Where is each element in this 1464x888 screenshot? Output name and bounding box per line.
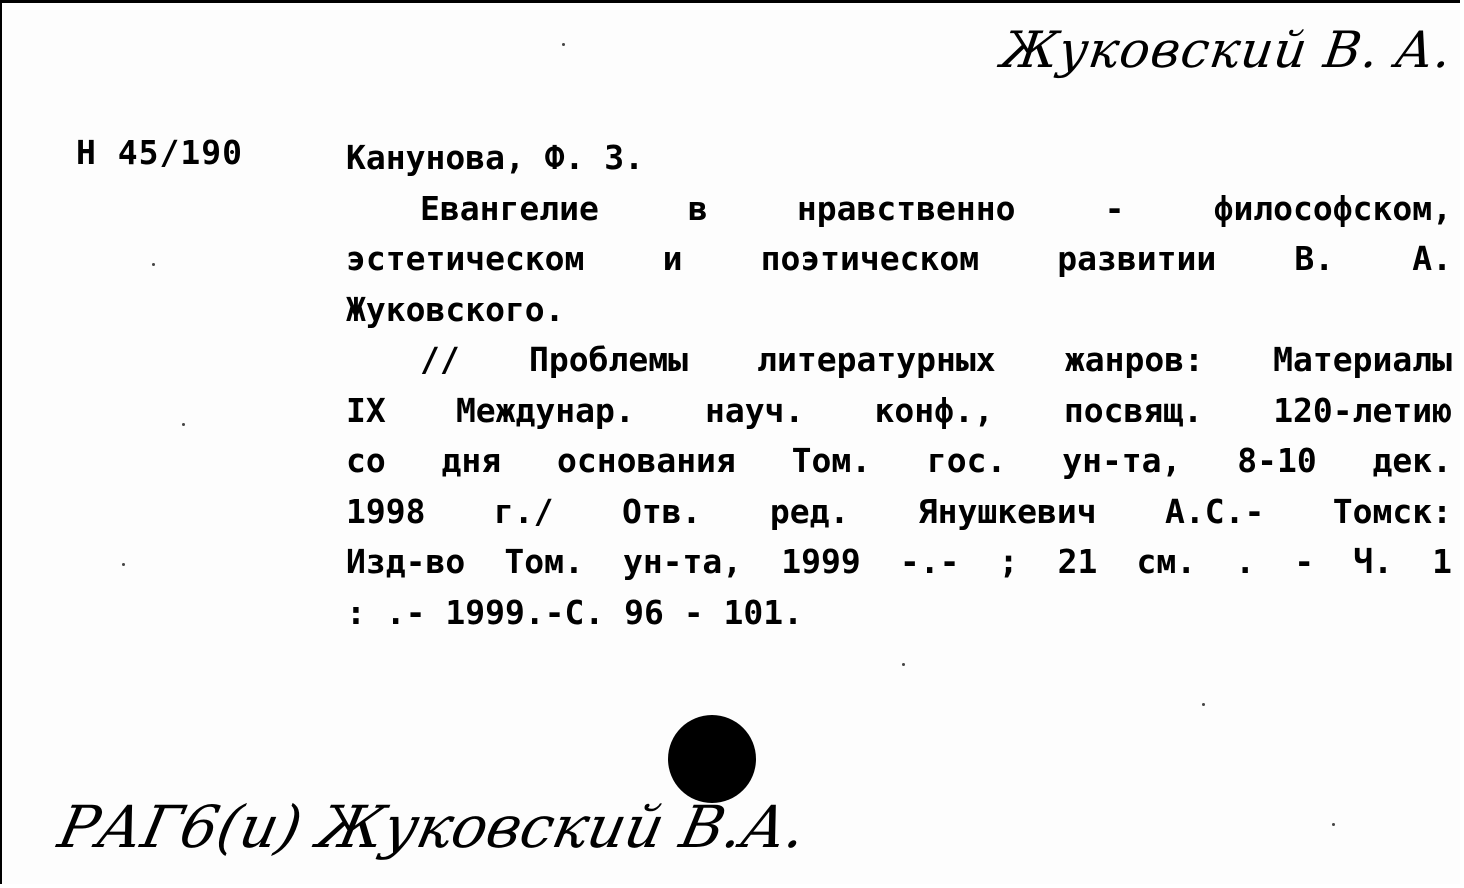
handwritten-subject-heading: Жуковский В. А. [997,21,1456,79]
punch-hole [668,715,756,803]
source-line-6: : .- 1999.-С. 96 - 101. [346,592,803,632]
source-line-2: IX Междунар. науч. конф., посвящ. 120-летию [346,390,1452,430]
scan-speck [1332,823,1335,826]
source-line-1: // Проблемы литературных жанров: Материалы [420,340,1452,379]
scan-speck [902,663,905,666]
scan-speck [122,563,125,566]
scan-speck [152,263,155,266]
source-line-5: Изд-во Том. ун-та, 1999 -.- ; 21 см. . - Ч. 1 [346,542,1452,581]
author-line: Канунова, Ф. З. [346,138,645,177]
scan-speck [1202,703,1205,706]
scan-speck [182,423,185,426]
title-line-2: эстетическом и поэтическом развитии В. А. [346,239,1452,278]
source-line-3: со дня основания Том. гос. ун-та, 8-10 дек. [346,441,1452,480]
scan-speck [562,43,565,46]
title-line-1: Евангелие в нравственно - философском, [420,188,1452,228]
source-line-4: 1998 г./ Отв. ред. Янушкевич А.С.- Томск: [346,491,1452,531]
handwritten-classification: РАГ6(и) Жуковский В.А. [52,793,813,861]
bibliographic-entry [346,133,1452,638]
shelfmark: Н 45/190 [76,133,243,172]
title-line-3: Жуковского. [346,289,565,329]
